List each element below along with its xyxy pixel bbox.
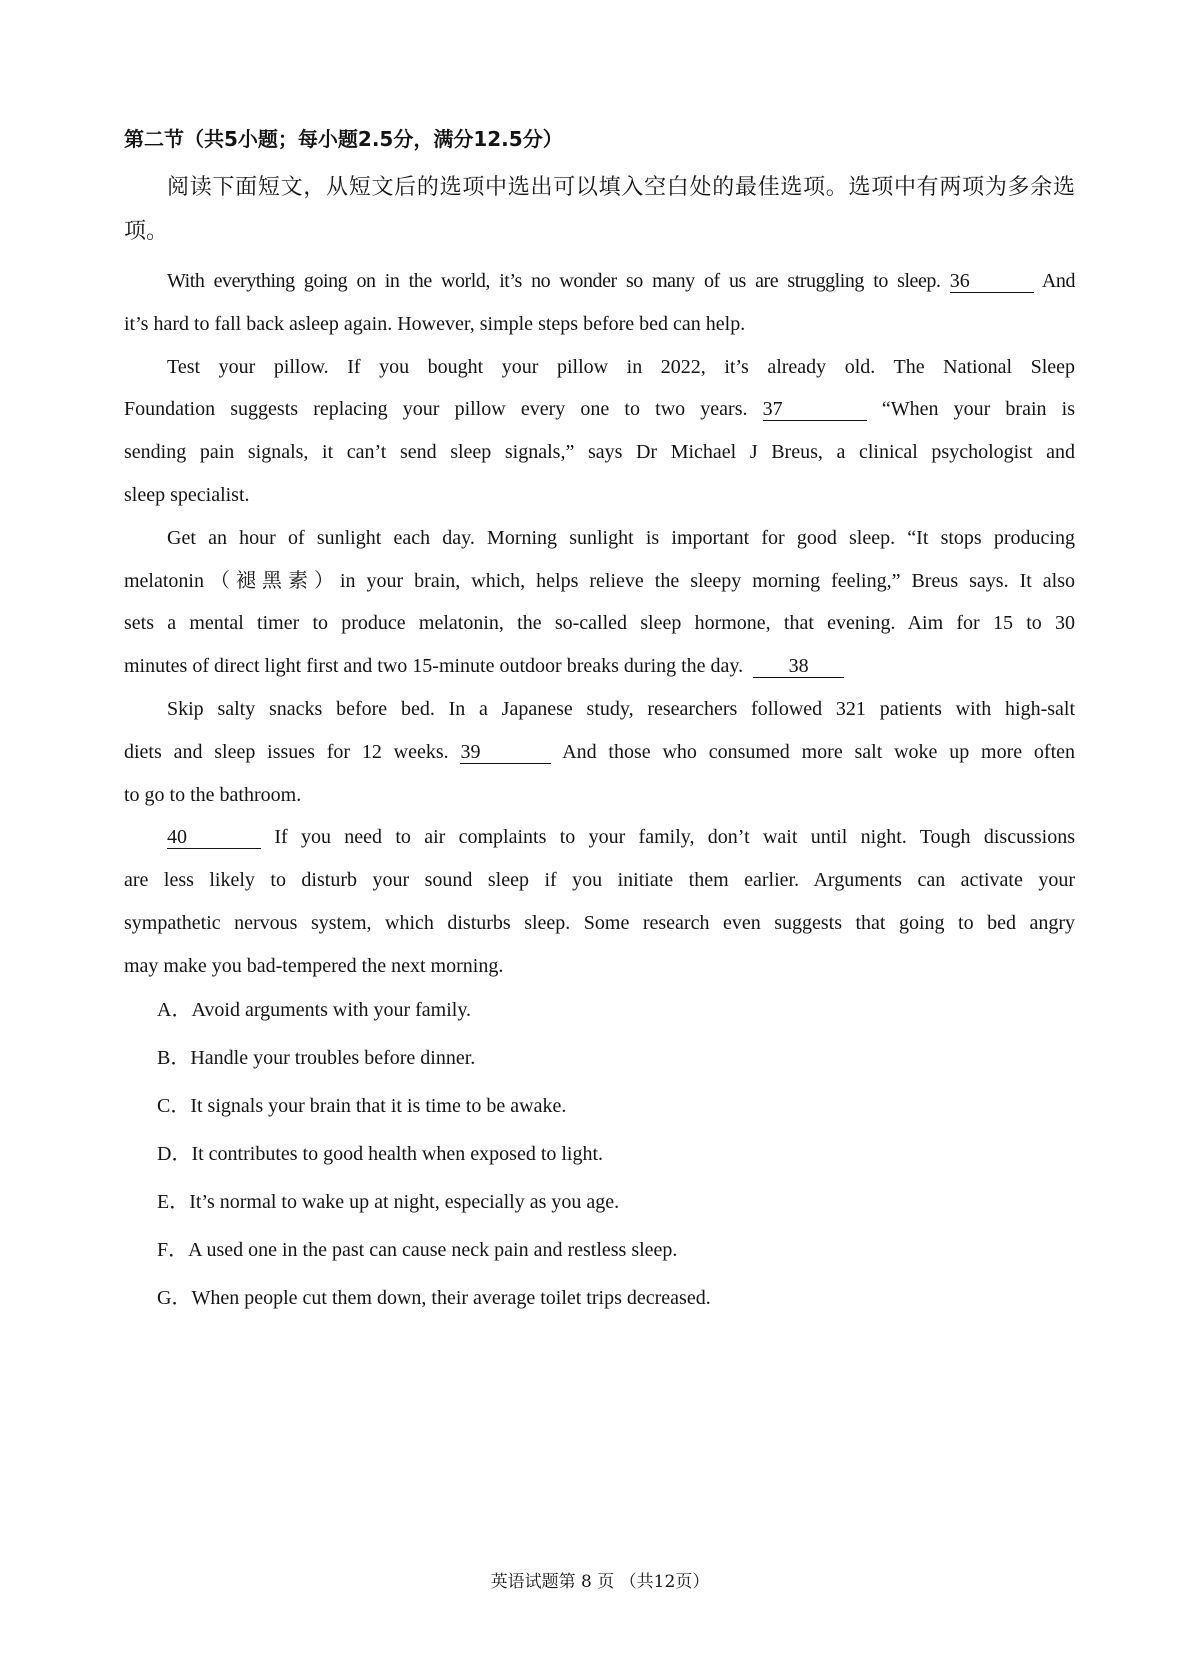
reading-passage [124, 260, 1075, 988]
paragraph-3-line-3: sets a mental timer to produce melatonin, the so-called sleep hormone, that evening. Aim for 15 to 30 [124, 612, 1075, 635]
page-footer: 英语试题第 8 页 （共12页） [490, 1572, 710, 1592]
line-text: If you need to air complaints to your family, don’t wait until night. Tough discussions [274, 826, 1075, 849]
blank-40: 40 [167, 826, 261, 849]
line-text: Foundation suggests replacing your pillow every one to two years. [124, 398, 748, 421]
section-header: 第二节（共5小题；每小题2.5分，满分12.5分） [124, 127, 563, 151]
instructions-line-1: 阅读下面短文，从短文后的选项中选出可以填入空白处的最佳选项。选项中有两项为多余选 [167, 175, 1075, 200]
section-instructions [124, 166, 1075, 254]
option-c [157, 1082, 1075, 1130]
paragraph-2-line-2 [124, 388, 1075, 431]
paragraph-5-line-4: may make you bad-tempered the next morning. [124, 954, 504, 977]
line-text: And [1041, 270, 1075, 292]
blank-39: 39 [460, 741, 551, 764]
option-letter: F． [157, 1239, 189, 1261]
option-text: It contributes to good health when exposed to light. [191, 1143, 604, 1165]
line-text: minutes of direct light first and two 15-minute outdoor breaks during the day. [124, 655, 744, 678]
option-letter: D． [157, 1143, 192, 1165]
option-text: A used one in the past can cause neck pain and restless sleep. [188, 1239, 678, 1261]
paragraph-2-line-4: sleep specialist. [124, 483, 250, 506]
paragraph-1-line-2: it’s hard to fall back asleep again. However, simple steps before bed can help. [124, 312, 746, 335]
option-text: It’s normal to wake up at night, especially as you age. [189, 1191, 620, 1213]
blank-38: 38 [753, 655, 844, 678]
paragraph-4-line-2 [124, 731, 1075, 774]
option-g [157, 1274, 1075, 1322]
option-a [157, 986, 1075, 1034]
option-text: Handle your troubles before dinner. [190, 1047, 476, 1069]
paragraph-3-line-1: Get an hour of sunlight each day. Morning sunlight is important for good sleep. “It stops producing [167, 526, 1075, 549]
line-text: diets and sleep issues for 12 weeks. [124, 740, 449, 763]
paragraph-2-line-1: Test your pillow. If you bought your pillow in 2022, it’s already old. The National Sleep [167, 355, 1075, 378]
paragraph-5-line-2: are less likely to disturb your sound sleep if you initiate them earlier. Arguments can activate your [124, 869, 1075, 892]
option-letter: G． [157, 1287, 192, 1309]
answer-options [157, 986, 1075, 1322]
option-text: When people cut them down, their average toilet trips decreased. [191, 1287, 711, 1309]
line-text: “When your brain is [881, 398, 1075, 421]
option-text: Avoid arguments with your family. [191, 999, 472, 1021]
option-b [157, 1034, 1075, 1082]
blank-37: 37 [763, 398, 867, 421]
option-letter: C． [157, 1095, 191, 1117]
option-d [157, 1130, 1075, 1178]
option-text: It signals your brain that it is time to be awake. [190, 1095, 567, 1117]
paragraph-3-line-2: melatonin（褪黑素）in your brain, which, helps relieve the sleepy morning feeling,” Breus says. It also [124, 569, 1075, 592]
line-text: And those who consumed more salt woke up more often [562, 740, 1075, 763]
blank-36: 36 [950, 270, 1034, 293]
option-f [157, 1226, 1075, 1274]
paragraph-2-line-3: sending pain signals, it can’t send sleep signals,” says Dr Michael J Breus, a clinical psychologist and [124, 441, 1075, 464]
instructions-line-2: 项。 [124, 219, 169, 244]
paragraph-4-line-3: to go to the bathroom. [124, 783, 302, 806]
option-e [157, 1178, 1075, 1226]
paragraph-3-line-4 [124, 645, 1075, 688]
line-text: With everything going on in the world, it’s no wonder so many of us are struggling to sleep. [167, 270, 941, 292]
paragraph-5-line-1 [124, 816, 1075, 859]
option-letter: E． [157, 1191, 190, 1213]
option-letter: A． [157, 999, 192, 1021]
paragraph-1-line-1 [124, 260, 1075, 303]
option-letter: B． [157, 1047, 191, 1069]
paragraph-4-line-1: Skip salty snacks before bed. In a Japanese study, researchers followed 321 patients with high-salt [167, 697, 1075, 720]
paragraph-5-line-3: sympathetic nervous system, which disturbs sleep. Some research even suggests that going to bed angry [124, 911, 1075, 934]
